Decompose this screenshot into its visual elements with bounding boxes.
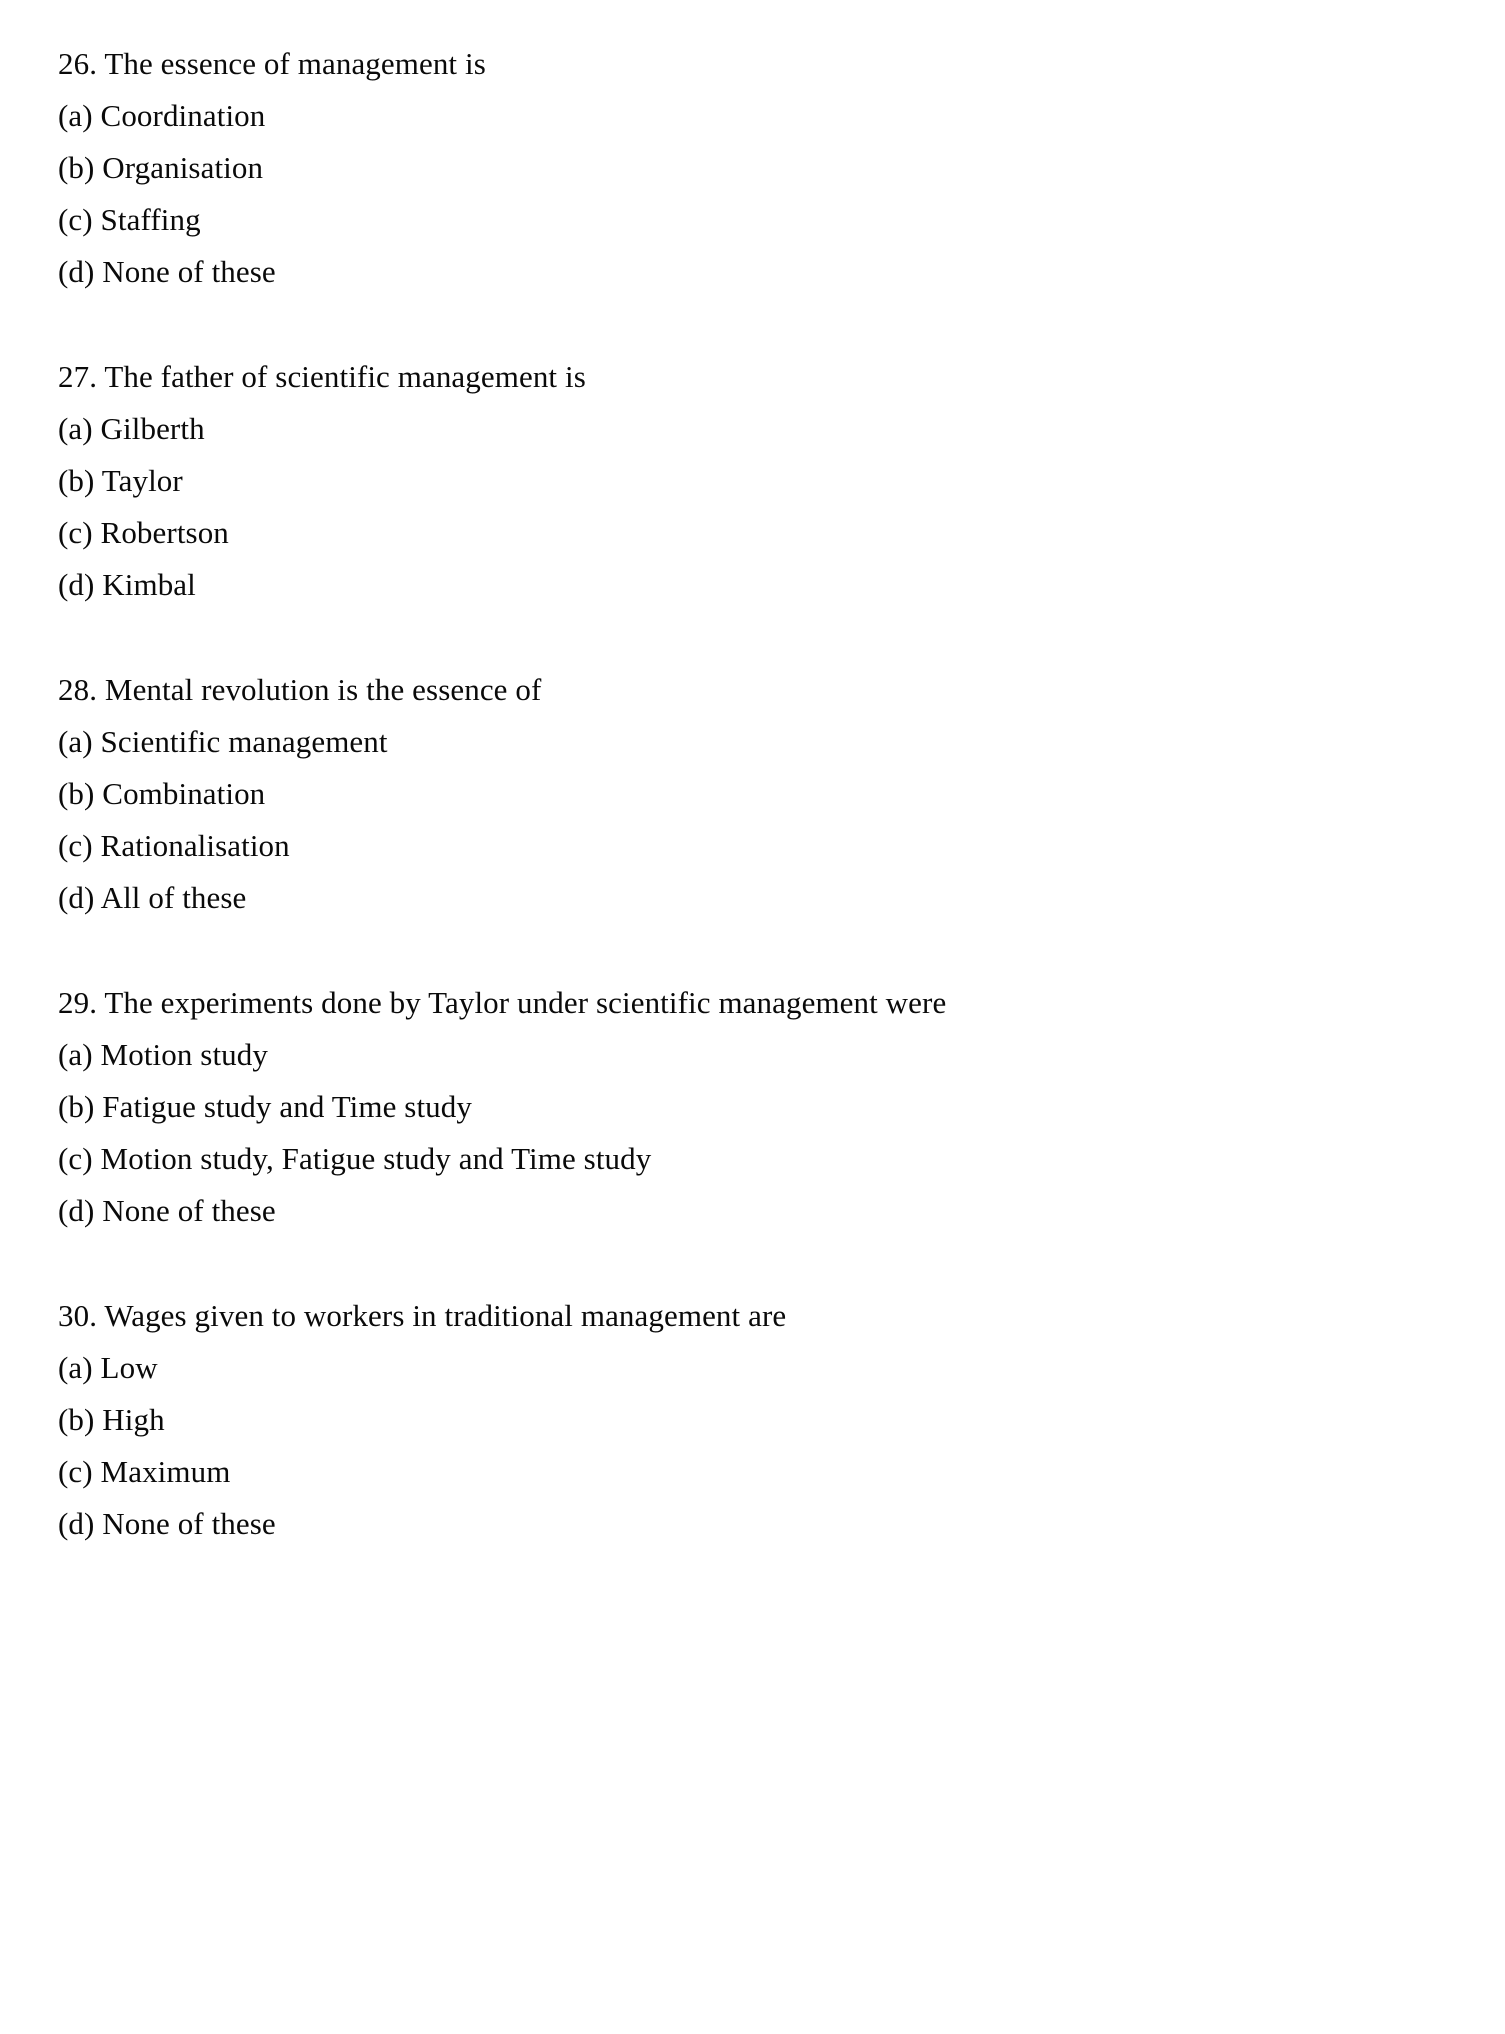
question-text: 30. Wages given to workers in traditional management are bbox=[58, 1298, 787, 1333]
answer-option[interactable]: (c) Rationalisation bbox=[58, 828, 290, 863]
answer-option[interactable]: (c) Staffing bbox=[58, 202, 201, 237]
question-list bbox=[58, 38, 1438, 1550]
question-text: 28. Mental revolution is the essence of bbox=[58, 672, 542, 707]
answer-option[interactable]: (b) High bbox=[58, 1402, 165, 1437]
answer-option[interactable]: (c) Robertson bbox=[58, 515, 229, 550]
answer-option[interactable]: (d) None of these bbox=[58, 1193, 276, 1228]
answer-option[interactable]: (b) Fatigue study and Time study bbox=[58, 1089, 472, 1124]
answer-option[interactable]: (d) Kimbal bbox=[58, 567, 196, 602]
question-text: 29. The experiments done by Taylor under scientific management were bbox=[58, 985, 947, 1020]
question-text: 26. The essence of management is bbox=[58, 46, 486, 81]
answer-option[interactable]: (b) Taylor bbox=[58, 463, 183, 498]
answer-option[interactable]: (a) Motion study bbox=[58, 1037, 268, 1072]
answer-option[interactable]: (a) Coordination bbox=[58, 98, 266, 133]
answer-option[interactable]: (c) Maximum bbox=[58, 1454, 231, 1489]
question-block bbox=[58, 1290, 1438, 1550]
answer-option[interactable]: (a) Scientific management bbox=[58, 724, 388, 759]
answer-option[interactable]: (d) None of these bbox=[58, 254, 276, 289]
answer-option[interactable]: (a) Gilberth bbox=[58, 411, 205, 446]
answer-option[interactable]: (c) Motion study, Fatigue study and Time study bbox=[58, 1141, 652, 1176]
answer-option[interactable]: (d) None of these bbox=[58, 1506, 276, 1541]
answer-option[interactable]: (b) Organisation bbox=[58, 150, 264, 185]
answer-option[interactable]: (a) Low bbox=[58, 1350, 158, 1385]
question-block bbox=[58, 977, 1438, 1237]
question-text: 27. The father of scientific management is bbox=[58, 359, 586, 394]
question-block bbox=[58, 38, 1438, 298]
question-block bbox=[58, 351, 1438, 611]
answer-option[interactable]: (d) All of these bbox=[58, 880, 247, 915]
question-block bbox=[58, 664, 1438, 924]
answer-option[interactable]: (b) Combination bbox=[58, 776, 266, 811]
